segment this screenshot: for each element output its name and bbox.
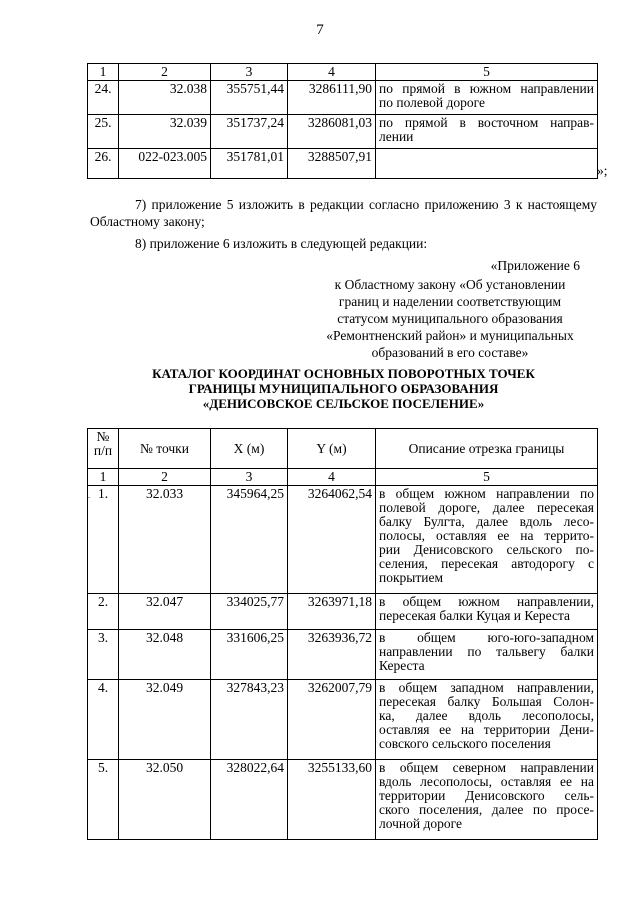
catalog-title: КАТАЛОГ КООРДИНАТ ОСНОВНЫХ ПОВОРОТНЫХ ТОЧЕК ГРАНИЦЫ МУНИЦИПАЛЬНОГО ОБРАЗОВАНИЯ «ДЕНИСОВСКОЕ СЕЛЬСКОЕ ПОСЕЛЕНИЕ» bbox=[152, 366, 535, 411]
appendix-subtitle: к Областному закону «Об установлении границ и наделении соответствующим статусом муниципального образования «Ремонтненский район» и муниципальных образований в его составе» bbox=[326, 277, 574, 360]
table-cell: 5 bbox=[376, 469, 598, 486]
segment-description bbox=[376, 149, 598, 179]
segment-description: в общем юго-юго-западном направлении по тальвегу балки Кереста bbox=[376, 630, 598, 680]
table-cell: 1 bbox=[88, 469, 119, 486]
segment-description: в общем северном направлении вдоль лесополосы, оставляя ее на территории Денисовского сель- ского поселения, далее по просе- лочной дороге bbox=[376, 760, 598, 840]
table-row bbox=[88, 630, 598, 680]
row-number: 1. bbox=[88, 486, 119, 594]
table-cell: 1 bbox=[88, 64, 119, 81]
paragraph-7: 7) приложение 5 изложить в редакции согласно приложению 3 к настоящему Областному закону; bbox=[90, 197, 597, 229]
y-coordinate: 3263936,72 bbox=[288, 630, 376, 680]
row-number: 3. bbox=[88, 630, 119, 680]
x-coordinate: 327843,23 bbox=[211, 680, 288, 760]
point-id: 32.047 bbox=[119, 594, 211, 630]
y-coordinate: 3286111,90 bbox=[288, 81, 376, 115]
row-number: 26. bbox=[88, 149, 119, 179]
table-cell: 5 bbox=[376, 64, 598, 81]
x-coordinate: 351781,01 bbox=[211, 149, 288, 179]
table-row bbox=[88, 594, 598, 630]
header-x: X (м) bbox=[211, 429, 288, 469]
header-y: Y (м) bbox=[288, 429, 376, 469]
header-description: Описание отрезка границы bbox=[376, 429, 598, 469]
y-coordinate: 3255133,60 bbox=[288, 760, 376, 840]
y-coordinate: 3288507,91 bbox=[288, 149, 376, 179]
table-cell: 3 bbox=[211, 64, 288, 81]
segment-description: в общем западном направлении, пересекая балку Большая Солон- ка, далее вдоль лесополосы, оставляя ее на территории Дени- совского сельского поселения bbox=[376, 680, 598, 760]
table-index-row bbox=[88, 64, 598, 81]
table-index-row bbox=[88, 469, 598, 486]
header-number: № п/п bbox=[88, 429, 119, 469]
table-cell: 2 bbox=[119, 469, 211, 486]
y-coordinate: 3263971,18 bbox=[288, 594, 376, 630]
x-coordinate: 334025,77 bbox=[211, 594, 288, 630]
x-coordinate: 351737,24 bbox=[211, 115, 288, 149]
x-coordinate: 331606,25 bbox=[211, 630, 288, 680]
x-coordinate: 328022,64 bbox=[211, 760, 288, 840]
x-coordinate: 345964,25 bbox=[211, 486, 288, 594]
table-cell: 4 bbox=[288, 469, 376, 486]
point-id: 32.049 bbox=[119, 680, 211, 760]
header-point: № точки bbox=[119, 429, 211, 469]
table-row bbox=[88, 760, 598, 840]
table-row bbox=[88, 486, 598, 594]
table-header-row bbox=[88, 429, 598, 469]
table-cell: 4 bbox=[288, 64, 376, 81]
point-id: 32.039 bbox=[119, 115, 211, 149]
table-row bbox=[88, 115, 598, 149]
y-coordinate: 3264062,54 bbox=[288, 486, 376, 594]
point-id: 32.038 bbox=[119, 81, 211, 115]
segment-description: по прямой в восточном направ- лении bbox=[376, 115, 598, 149]
table-cell: 3 bbox=[211, 469, 288, 486]
appendix-title: «Приложение 6 bbox=[490, 258, 580, 273]
table-cell: 2 bbox=[119, 64, 211, 81]
point-id: 022-023.005 bbox=[119, 149, 211, 179]
row-number: 2. bbox=[88, 594, 119, 630]
x-coordinate: 355751,44 bbox=[211, 81, 288, 115]
segment-description: в общем южном направлении, пересекая балки Куцая и Кереста bbox=[376, 594, 598, 630]
table-row bbox=[88, 149, 598, 179]
row-number: 25. bbox=[88, 115, 119, 149]
table-row bbox=[88, 81, 598, 115]
y-coordinate: 3286081,03 bbox=[288, 115, 376, 149]
row-number: 24. bbox=[88, 81, 119, 115]
segment-description: в общем южном направлении по полевой дороге, далее пересекая балку Булгта, далее вдоль лесо- полосы, оставляя ее на террито- рии Денисовского сельского по- селения, пересекая автодорогу с покрытием bbox=[376, 486, 598, 594]
coordinates-table-continued bbox=[87, 63, 598, 179]
point-id: 32.033 bbox=[119, 486, 211, 594]
closing-quote-mark: »; bbox=[597, 163, 608, 178]
row-number: 5. bbox=[88, 760, 119, 840]
segment-description: по прямой в южном направлении по полевой дороге bbox=[376, 81, 598, 115]
coordinates-table bbox=[87, 428, 598, 840]
point-id: 32.050 bbox=[119, 760, 211, 840]
paragraph-8: 8) приложение 6 изложить в следующей редакции: bbox=[135, 236, 428, 251]
row-number: 4. bbox=[88, 680, 119, 760]
stray-mark: . bbox=[88, 491, 90, 500]
y-coordinate: 3262007,79 bbox=[288, 680, 376, 760]
point-id: 32.048 bbox=[119, 630, 211, 680]
page-number: 7 bbox=[316, 22, 324, 38]
table-row bbox=[88, 680, 598, 760]
